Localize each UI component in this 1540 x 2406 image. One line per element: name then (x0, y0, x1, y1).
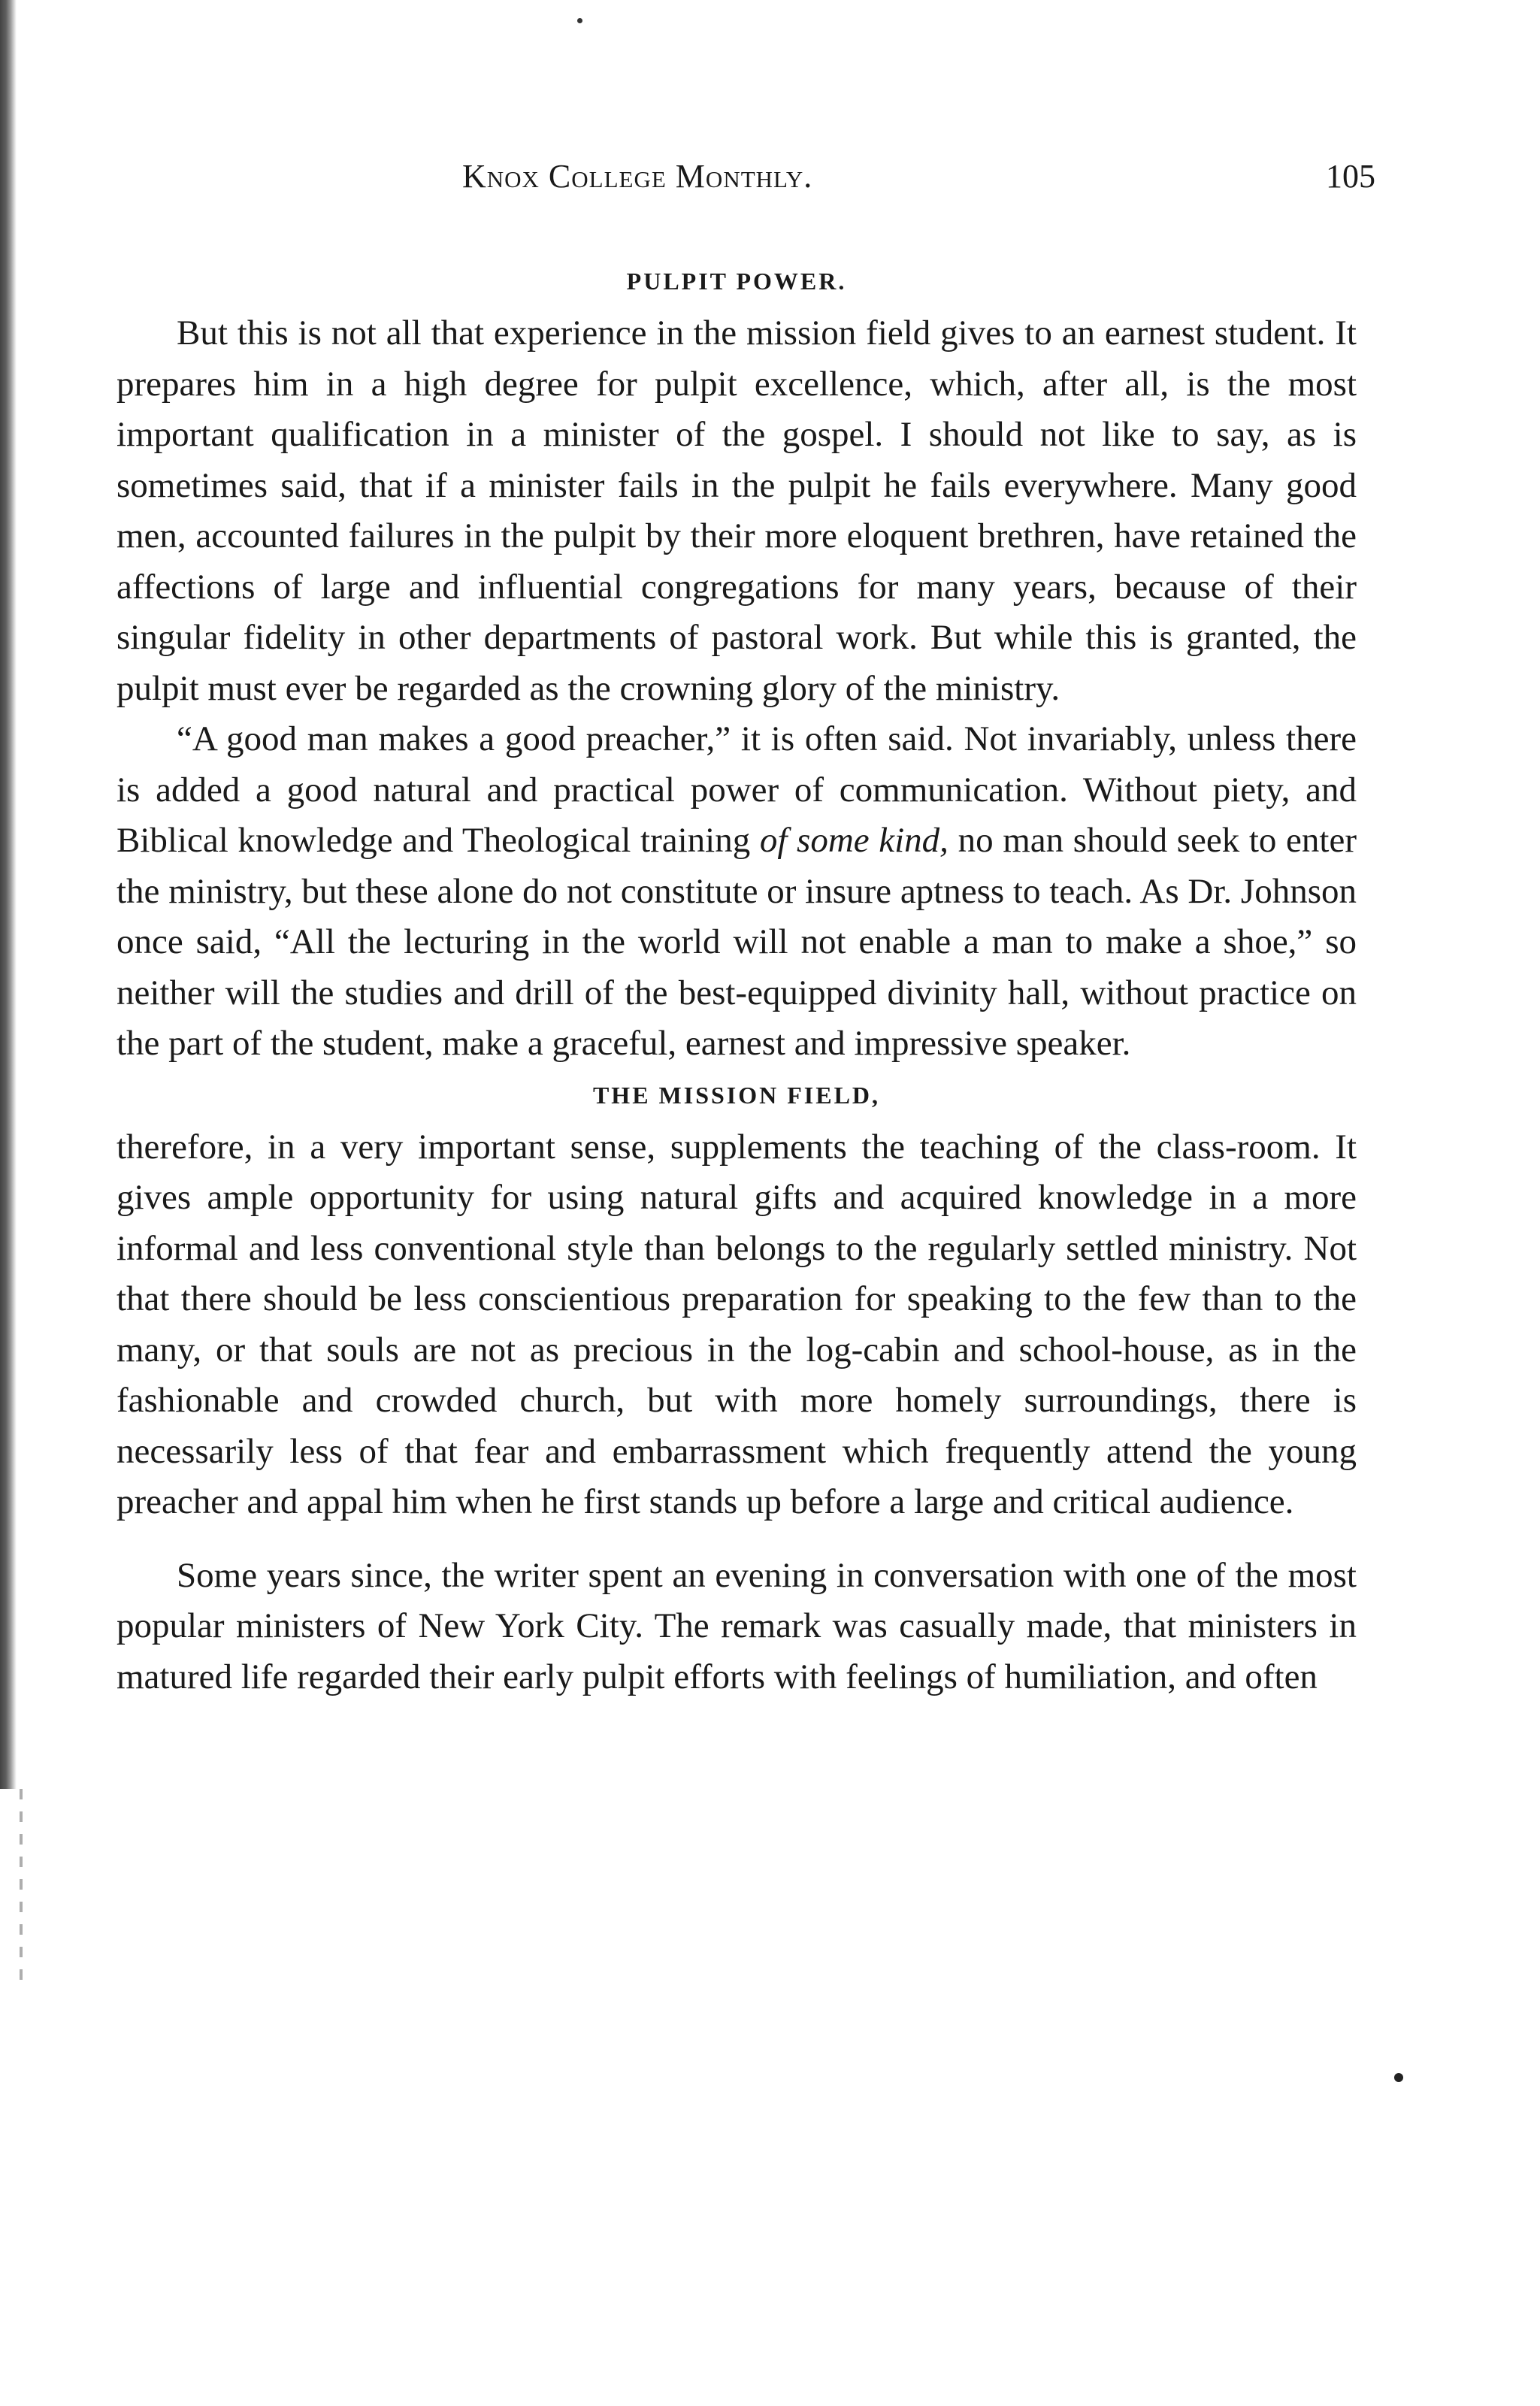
scanned-edge-artifact (20, 1789, 23, 1984)
ink-speck (577, 18, 582, 23)
section-heading-pulpit-power: PULPIT POWER. (626, 268, 847, 295)
paragraph-text: But this is not all that experience in the mission field gives to an earnest student. It prepares him in a high degree for pulpit excellence, which, after all, is the most important qualification in a minister of the gospel. I should not like to say, as is sometimes said, that if a minister fails in the pulpit he fails everywhere. Many good men, accounted failures in the pulpit by their more eloquent brethren, have retained the affections of large and influential congregations for many years, because of their singular fidelity in other departments of pastoral work. But while this is granted, the pulpit must ever be regarded as the crowning glory of the ministry. (116, 313, 1357, 708)
margin-dot-mark (1394, 2073, 1403, 2082)
paragraph-text: Some years since, the writer spent an evening in conversation with one of the most popular ministers of New York City. The remark was casually made, that ministers in matured life regarded their early pulpit efforts with feelings of humiliation, and often (116, 1555, 1357, 1696)
paragraph-text: “A good man makes a good preacher,” it is often said. Not invariably, unless there is added a good natural and practical power of communication. Without piety, and Biblical knowledge and Theological training (116, 719, 1357, 860)
paragraph (116, 1551, 1357, 1703)
running-head (113, 154, 1375, 199)
paragraph (116, 714, 1357, 1070)
paragraph-text: therefore, in a very important sense, supplements the teaching of the class-room. It gives ample opportunity for using natural gifts and acquired knowledge in a more informal and less conventional style than belongs to the regularly settled ministry. Not that there should be less conscientious preparation for speaking to the few than to the many, or that souls are not as precious in the log-cabin and school-house, as in the fashionable and crowded church, but with more homely surroundings, there is necessarily less of that fear and embarrassment which frequently attend the young preacher and appal him when he first stands up before a large and critical audience. (116, 1127, 1357, 1521)
section-heading-mission-field: THE MISSION FIELD, (592, 1081, 881, 1109)
paragraph-text: no man should seek to enter the ministry, but these alone do not constitute or insure aptness to teach. As Dr. Johnson once said, “All the lecturing in the world will not enable a man to make a shoe,” so neither will the studies and drill of the best-equipped divinity hall, without practice on the part of the student, make a graceful, earnest and impressive speaker. (116, 821, 1357, 1063)
page-number: 105 (1326, 158, 1375, 195)
paragraph (116, 308, 1357, 714)
running-title: Knox College Monthly. (462, 158, 813, 195)
italic-phrase: of some kind, (759, 821, 949, 860)
paragraph (116, 1122, 1357, 1528)
scanned-edge-shadow (0, 0, 17, 1789)
body-text (116, 256, 1357, 1702)
